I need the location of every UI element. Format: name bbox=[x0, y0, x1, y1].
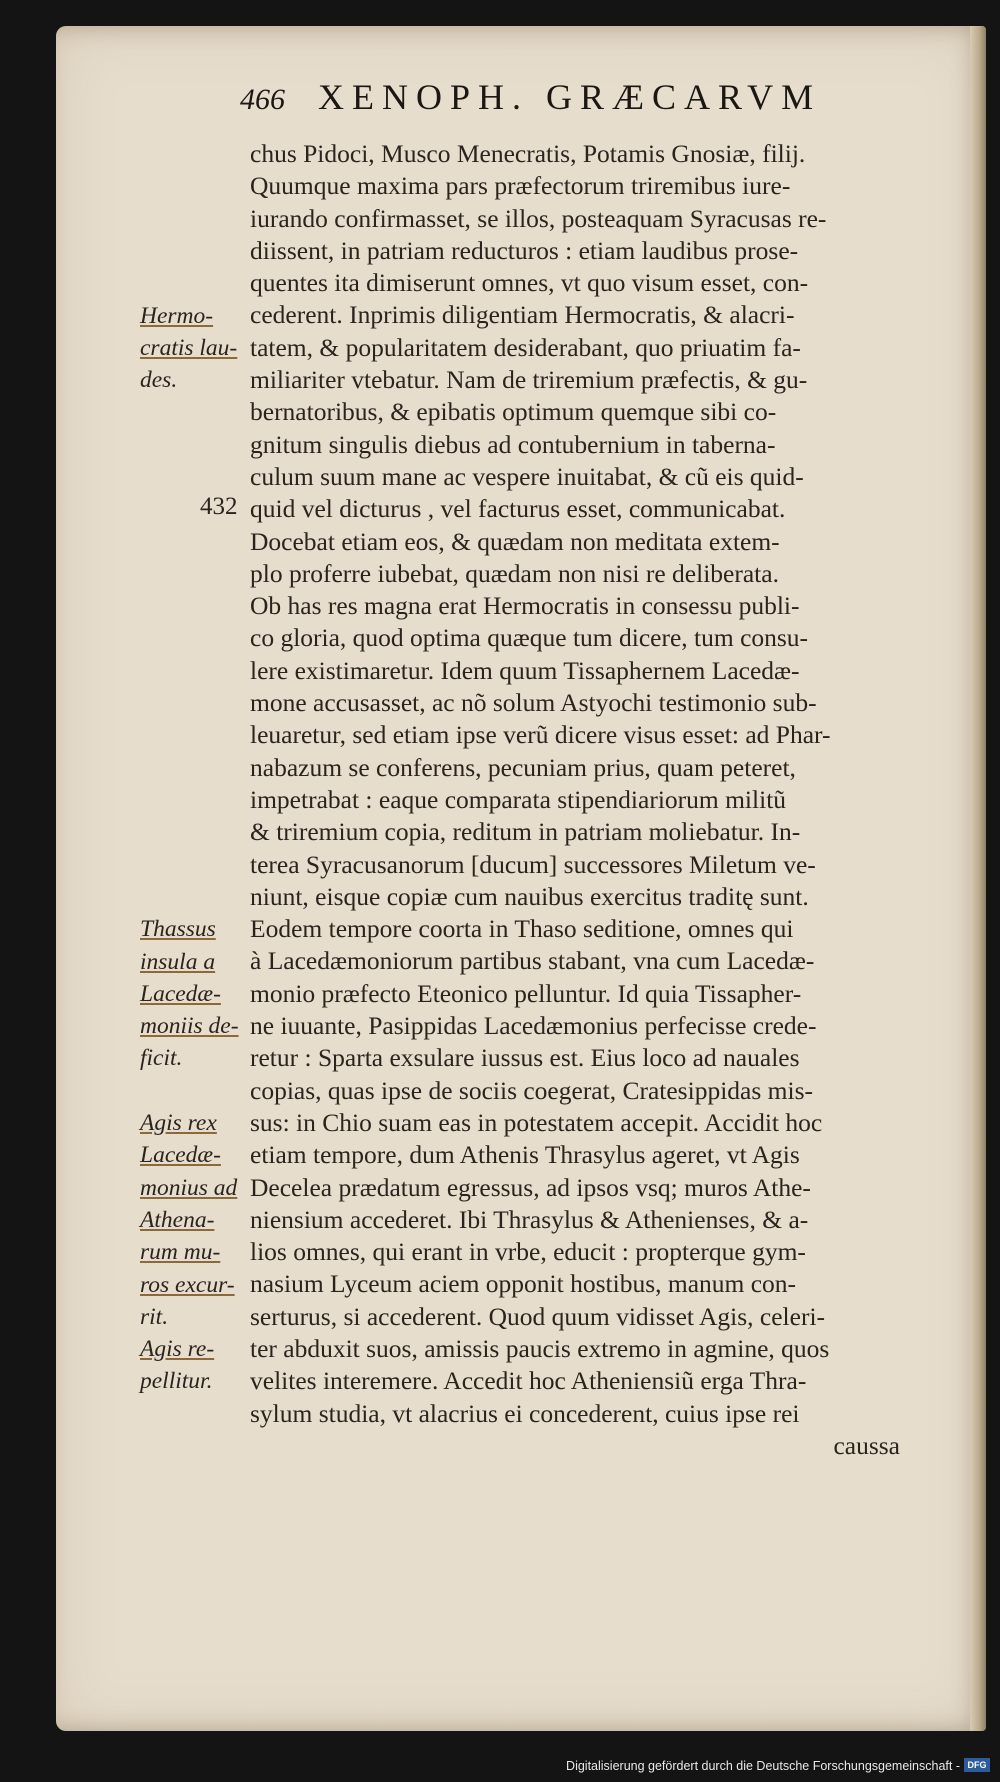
text-line: caussa bbox=[833, 1430, 900, 1460]
text-line: niunt, eisque copiæ cum nauibus exercitus traditę sunt. bbox=[250, 881, 809, 911]
footer-credit: Digitalisierung gefördert durch die Deutsche Forschungsgemeinschaft - bbox=[566, 1759, 960, 1773]
text-line: impetrabat : eaque comparata stipendiariorum militũ bbox=[250, 784, 787, 814]
margin-note-line: ros excur- bbox=[140, 1271, 235, 1298]
margin-reference-number: 432 bbox=[200, 493, 238, 520]
margin-note-line: Agis re- bbox=[140, 1336, 215, 1363]
text-line: Ob has res magna erat Hermocratis in consessu publi- bbox=[250, 591, 800, 621]
text-line: terea Syracusanorum [ducum] successores Miletum ve- bbox=[250, 849, 816, 879]
text-line: co gloria, quod optima quæque tum dicere, tum consu- bbox=[250, 623, 809, 653]
margin-note-line: Athena- bbox=[140, 1206, 215, 1233]
text-line: mone accusasset, ac nõ solum Astyochi testimonio sub- bbox=[250, 688, 817, 718]
margin-note-line: Agis rex bbox=[140, 1110, 217, 1136]
text-line: culum suum mane ac vespere inuitabat, & cũ eis quid- bbox=[250, 461, 804, 491]
margin-note-line: cratis lau- bbox=[140, 334, 238, 361]
margin-note-line: rum mu- bbox=[140, 1239, 221, 1266]
text-line: ne iuuante, Pasippidas Lacedæmonius perfecisse crede- bbox=[250, 1011, 817, 1041]
margin-note-line: Lacedæ- bbox=[140, 1142, 221, 1169]
margin-note-line: rit. bbox=[140, 1303, 169, 1330]
text-line: nasium Lyceum aciem opponit hostibus, manum con- bbox=[250, 1269, 797, 1299]
body-text bbox=[250, 138, 900, 1462]
text-line: copias, quas ipse de sociis coegerat, Cratesippidas mis- bbox=[250, 1075, 813, 1105]
text-line: cederent. Inprimis diligentiam Hermocratis, & alacri- bbox=[250, 300, 795, 330]
text-line: Docebat etiam eos, & quædam non meditata extem- bbox=[250, 526, 780, 556]
text-line: & triremium copia, reditum in patriam moliebatur. In- bbox=[250, 817, 801, 847]
text-line: à Lacedæmoniorum partibus stabant, vna cum Lacedæ- bbox=[250, 946, 815, 976]
margin-note-line: insula a bbox=[140, 948, 216, 975]
text-line: miliariter vtebatur. Nam de triremium præfectis, & gu- bbox=[250, 365, 808, 395]
text-line: niensium accederet. Ibi Thrasylus & Athenienses, & a- bbox=[250, 1204, 809, 1234]
text-line: gnitum singulis diebus ad contubernium in taberna- bbox=[250, 429, 776, 459]
margin-note-line: des. bbox=[140, 367, 178, 394]
text-line: serturus, si accederent. Quod quum vidisset Agis, celeri- bbox=[250, 1301, 826, 1331]
text-line: retur : Sparta exsulare iussus est. Eius loco ad nauales bbox=[250, 1043, 800, 1073]
page-edge bbox=[970, 26, 986, 1731]
text-line: etiam tempore, dum Athenis Thrasylus ageret, vt Agis bbox=[250, 1140, 800, 1170]
text-line: plo proferre iubebat, quædam non nisi re deliberata. bbox=[250, 558, 779, 588]
margin-note-line: Lacedæ- bbox=[140, 980, 221, 1007]
text-line: diissent, in patriam reducturos : etiam laudibus prose- bbox=[250, 235, 799, 265]
text-line: sus: in Chio suam eas in potestatem accepit. Accidit hoc bbox=[250, 1107, 823, 1137]
page-header bbox=[240, 76, 900, 132]
margin-note-line: pellitur. bbox=[140, 1368, 213, 1395]
margin-notes bbox=[0, 0, 250, 1782]
text-line: sylum studia, vt alacrius ei concederent, cuius ipse rei bbox=[250, 1398, 800, 1428]
text-line: nabazum se conferens, pecuniam prius, quam peteret, bbox=[250, 752, 796, 782]
text-line: Eodem tempore coorta in Thaso seditione, omnes qui bbox=[250, 914, 794, 944]
text-line: leuaretur, sed etiam ipse verũ dicere visus esset: ad Phar- bbox=[250, 720, 831, 750]
text-line: quid vel dicturus , vel facturus esset, communicabat. bbox=[250, 494, 786, 524]
text-line: monio præfecto Eteonico pelluntur. Id quia Tissapher- bbox=[250, 978, 802, 1008]
margin-note-line: monius ad bbox=[140, 1174, 238, 1201]
text-line: velites interemere. Accedit hoc Atheniensiũ erga Thra- bbox=[250, 1366, 807, 1396]
margin-note-line: Hermo- bbox=[140, 302, 214, 329]
text-line: quentes ita dimiserunt omnes, vt quo visum esset, con- bbox=[250, 268, 809, 298]
margin-note-line: ficit. bbox=[140, 1045, 183, 1072]
text-line: tatem, & popularitatem desiderabant, quo priuatim fa- bbox=[250, 332, 801, 362]
text-line: chus Pidoci, Musco Menecratis, Potamis Gnosiæ, filij. bbox=[250, 139, 806, 168]
text-line: lios omnes, qui erant in vrbe, educit : propterque gym- bbox=[250, 1237, 806, 1267]
text-line: Decelea prædatum egressus, ad ipsos vsq; muros Athe- bbox=[250, 1172, 811, 1202]
text-line: Quumque maxima pars præfectorum triremibus iure- bbox=[250, 171, 791, 201]
margin-note-line: moniis de- bbox=[140, 1013, 239, 1040]
text-line: lere existimaretur. Idem quum Tissaphernem Lacedæ- bbox=[250, 655, 800, 685]
text-line: bernatoribus, & epibatis optimum quemque sibi co- bbox=[250, 397, 777, 427]
page-number: 466 bbox=[240, 83, 285, 116]
margin-note-line: Thassus bbox=[140, 916, 216, 943]
running-title: XENOPH. GRÆCARVM bbox=[318, 77, 822, 117]
text-line: ter abduxit suos, amissis paucis extremo in agmine, quos bbox=[250, 1333, 830, 1363]
dfg-logo: DFG bbox=[964, 1758, 990, 1772]
text-line: iurando confirmasset, se illos, posteaquam Syracusas re- bbox=[250, 203, 827, 233]
